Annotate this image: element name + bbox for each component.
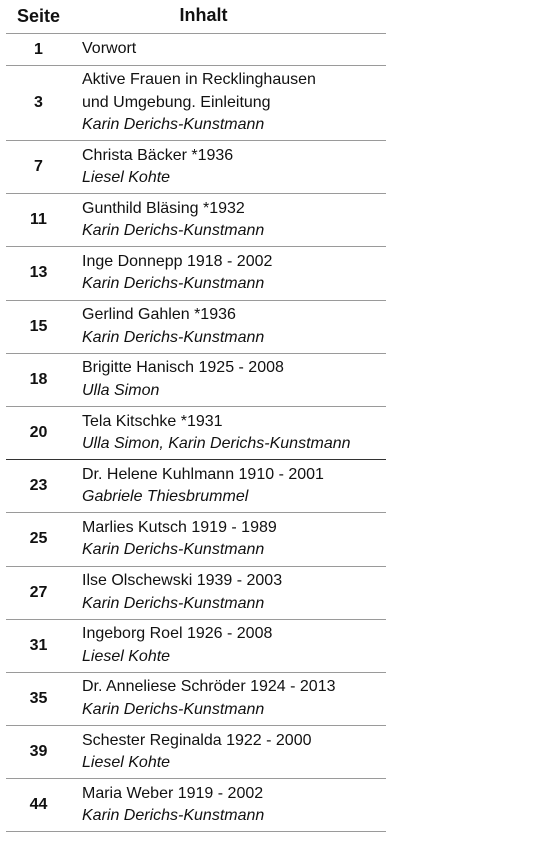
entry-author: Karin Derichs-Kunstmann [82, 328, 265, 346]
entry-title: Dr. Helene Kuhlmann 1910 - 2001 [82, 465, 324, 483]
entry-author: Liesel Kohte [82, 169, 171, 187]
entry-author: Karin Derichs-Kunstmann [82, 594, 265, 612]
entry-title: Vorwort [82, 40, 137, 58]
entry-title: Ilse Olschewski 1939 - 2003 [82, 572, 283, 590]
toc-row [6, 34, 386, 66]
page-number: 15 [29, 317, 48, 335]
page-number: 1 [34, 40, 43, 58]
toc-row [6, 779, 386, 832]
toc-row [6, 460, 386, 513]
entry-author: Gabriele Thiesbrummel [82, 488, 249, 506]
entry-author: Karin Derichs-Kunstmann [82, 222, 265, 240]
entry-title: Maria Weber 1919 - 2002 [82, 784, 264, 802]
column-header-inhalt: Inhalt [179, 5, 228, 25]
entry-author: Karin Derichs-Kunstmann [82, 700, 265, 718]
entry-content [71, 517, 386, 562]
toc-row [6, 726, 386, 779]
entry-content [71, 304, 386, 349]
toc-row [6, 620, 386, 673]
toc-row [6, 513, 386, 566]
entry-content [71, 145, 386, 190]
entry-content [71, 198, 386, 243]
table-of-contents [6, 0, 386, 832]
entry-title: Schester Reginalda 1922 - 2000 [82, 731, 312, 749]
page-number: 35 [29, 689, 48, 707]
entry-author: Karin Derichs-Kunstmann [82, 807, 265, 825]
toc-row [6, 407, 386, 460]
page-number: 31 [29, 636, 48, 654]
entry-content [71, 357, 386, 402]
page-number: 7 [34, 158, 43, 176]
toc-row [6, 66, 386, 141]
toc-row [6, 673, 386, 726]
page-number: 44 [29, 796, 48, 814]
entry-author: Karin Derichs-Kunstmann [82, 275, 265, 293]
entry-content [71, 676, 386, 721]
toc-row [6, 141, 386, 194]
entry-content [71, 783, 386, 828]
entry-title: Gerlind Gahlen *1936 [82, 306, 236, 324]
entry-content [71, 730, 386, 775]
page-number: 18 [29, 370, 48, 388]
toc-row [6, 354, 386, 407]
page-number: 13 [29, 264, 48, 282]
page-number: 27 [29, 583, 48, 601]
entry-title: Marlies Kutsch 1919 - 1989 [82, 518, 277, 536]
entry-author: Karin Derichs-Kunstmann [82, 116, 265, 134]
entry-content [71, 464, 386, 509]
toc-row [6, 301, 386, 354]
entry-title: Tela Kitschke *1931 [82, 412, 223, 430]
entry-title: Inge Donnepp 1918 - 2002 [82, 252, 273, 270]
toc-row [6, 194, 386, 247]
entry-title: Christa Bäcker *1936 [82, 146, 234, 164]
entry-author: Karin Derichs-Kunstmann [82, 541, 265, 559]
entry-title: Ingeborg Roel 1926 - 2008 [82, 625, 273, 643]
page-number: 3 [34, 94, 43, 111]
entry-title: Dr. Anneliese Schröder 1924 - 2013 [82, 678, 336, 696]
entry-content [71, 69, 386, 137]
toc-row [6, 247, 386, 300]
entry-author: Ulla Simon [82, 381, 160, 399]
column-header-seite: Seite [16, 6, 61, 26]
toc-row [6, 567, 386, 620]
entry-content [71, 411, 386, 456]
page-number: 11 [30, 211, 47, 229]
page-number: 20 [29, 424, 48, 442]
page-number: 23 [29, 477, 48, 495]
entry-title: Brigitte Hanisch 1925 - 2008 [82, 359, 284, 377]
entry-author: Ulla Simon, Karin Derichs-Kunstmann [82, 435, 351, 453]
page-number: 39 [29, 743, 48, 761]
entry-title: Aktive Frauen in Recklinghausen [82, 71, 316, 89]
entry-content [71, 570, 386, 615]
page-number: 25 [29, 530, 48, 548]
entry-author: Liesel Kohte [82, 647, 171, 665]
entry-author: Liesel Kohte [82, 754, 171, 772]
entry-title: und Umgebung. Einleitung [82, 93, 271, 111]
table-header [6, 0, 386, 34]
entry-content [71, 38, 386, 61]
entry-title: Gunthild Bläsing *1932 [82, 199, 245, 217]
entry-content [71, 251, 386, 296]
entry-content [71, 623, 386, 668]
